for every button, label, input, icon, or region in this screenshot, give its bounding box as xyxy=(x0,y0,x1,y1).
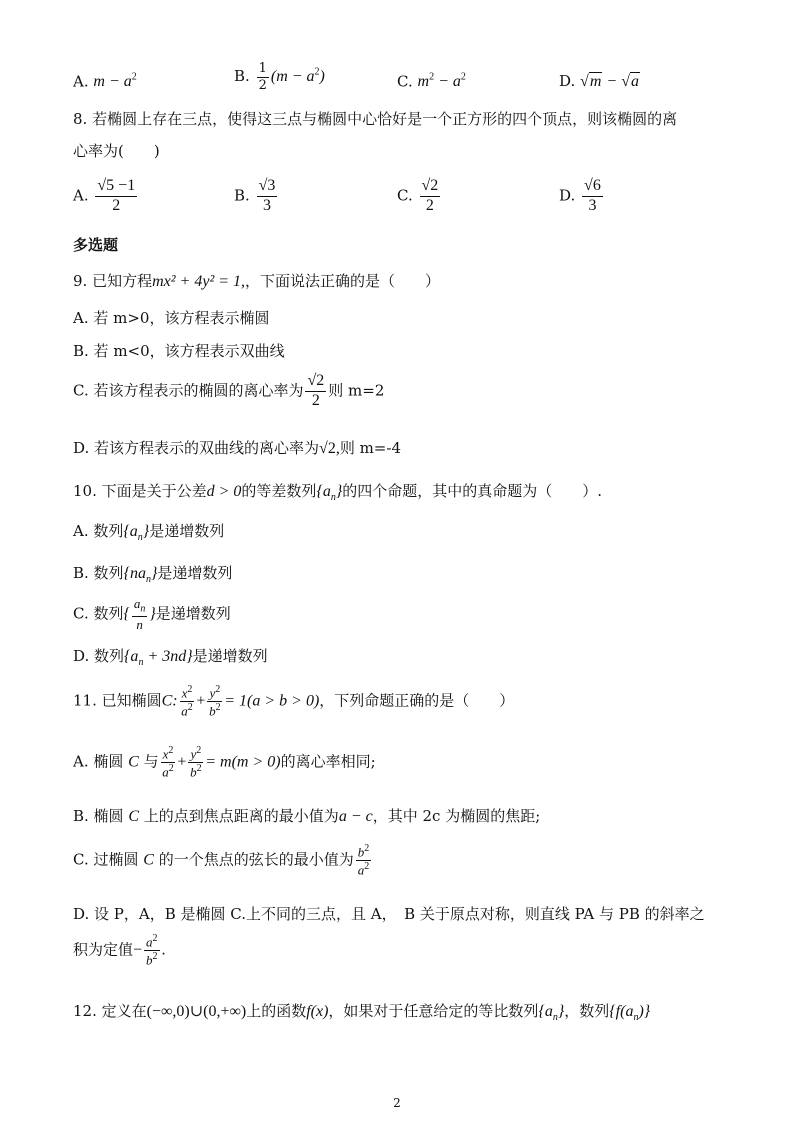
q12-stem: 12. 定义在(−∞,0)∪(0,+∞)上的函数f(x)，如果对于任意给定的等比数列$\{a_n\}$，数列$\{f(a_n)\}$ xyxy=(73,1002,651,1024)
q8-stem-line2: 心率为( ) xyxy=(73,142,160,160)
q11-option-b: B. 椭圆 C 上的点到焦点距离的最小值为a − c，其中 2c 为椭圆的焦距; xyxy=(73,807,541,825)
q10-option-b: B. 数列$\{na_n\}$是递增数列 xyxy=(73,564,233,586)
q10-option-d: D. 数列$\{a_n + 3nd\}$是递增数列 xyxy=(73,647,268,669)
math-expr: mx² + 4y² = 1, xyxy=(152,273,246,290)
q7-option-a xyxy=(73,72,137,91)
option-label: D. xyxy=(559,72,576,90)
q10-option-a: A. 数列$\{a_n\}$是递增数列 xyxy=(73,522,225,544)
page-number: 2 xyxy=(393,1096,401,1110)
q10-option-c: C. 数列{ $\frac{a_n}{n}$ }是递增数列 xyxy=(73,596,231,633)
math-expr: $\{a_n + 3nd\}$ xyxy=(124,648,193,669)
math-expr: √m − √a xyxy=(580,73,639,90)
section-heading: 多选题 xyxy=(73,236,119,254)
q9-option-d: D. 若该方程表示的双曲线的离心率为√2,则 m=-4 xyxy=(73,439,401,457)
math-expr: $\{a_n\}$ xyxy=(123,523,150,544)
math-expr: $\{a_n\}$ xyxy=(538,1003,565,1024)
fraction: $\frac{√6}{3}$ xyxy=(584,177,601,214)
q8-stem-line1: 8. 若椭圆上存在三点，使得这三点与椭圆中心恰好是一个正方形的四个顶点，则该椭圆的离 xyxy=(73,110,678,128)
option-label: D. xyxy=(559,186,576,205)
fraction: $\frac{√2}{2}$ xyxy=(421,177,439,214)
q8-option-d xyxy=(559,178,605,215)
q8-option-a xyxy=(73,178,139,215)
math-expr: f(x) xyxy=(306,1003,329,1020)
option-label: A. xyxy=(73,186,89,205)
fraction: $\frac{√3}{3}$ xyxy=(258,177,276,214)
math-expr: $\{f(a_n)\}$ xyxy=(609,1003,651,1024)
option-label: A. xyxy=(73,72,89,91)
q11-option-d-line1: D. 设 P，A，B 是椭圆 C.上不同的三点，且 A， B 关于原点对称，则直线 PA 与 PB 的斜率之 xyxy=(73,905,705,923)
math-expr: $\{a_n\}$ xyxy=(316,483,343,504)
q8-option-b xyxy=(234,178,279,215)
q11-option-a: A. 椭圆 C 与 $\frac{x^2}{a^2}$ + $\frac{y^2}{b^2}$ = m(m > 0)的离心率相同; xyxy=(73,745,376,780)
math-expr: $(m - a^2)$ xyxy=(270,66,325,86)
q11-stem: 11. 已知椭圆C: $\frac{x^2}{a^2}$ + $\frac{y^2}{b^2}$ = 1(a > b > 0)，下列命题正确的是（ ） xyxy=(73,684,515,719)
math-expr: √2, xyxy=(319,440,340,457)
fraction: $\frac{√2}{2}$ xyxy=(307,372,325,409)
math-expr: $m - a^2$ xyxy=(93,72,137,91)
q11-option-d-line2: 积为定值− $\frac{a^2}{b^2}$ . xyxy=(73,933,166,968)
fraction: $\frac{a_n}{n}$ xyxy=(133,596,146,633)
q9-stem: 9. 已知方程mx² + 4y² = 1,，下面说法正确的是（ ） xyxy=(73,272,441,290)
math-expr: $m^2 - a^2$ xyxy=(417,72,466,91)
q7-option-c xyxy=(397,72,466,91)
math-expr: $\{na_n\}$ xyxy=(123,565,158,586)
q9-option-a: A. 若 m>0，该方程表示椭圆 xyxy=(73,309,270,327)
q9-option-c: C. 若该方程表示的椭圆的离心率为 $\frac{√2}{2}$ 则 m=2 xyxy=(73,372,385,409)
option-label: B. xyxy=(234,67,250,86)
fraction: $\frac{√5 -1}{2}$ xyxy=(97,177,136,214)
q7-option-d xyxy=(559,72,640,91)
q7-option-b xyxy=(234,62,325,92)
math-expr: (−∞,0)∪(0,+∞) xyxy=(146,1003,247,1020)
q9-option-b: B. 若 m<0，该方程表示双曲线 xyxy=(73,342,285,360)
fraction: $\frac{1}{2}$ xyxy=(258,61,267,93)
option-label: C. xyxy=(397,186,413,205)
q8-option-c xyxy=(397,178,442,215)
q10-stem: 10. 下面是关于公差d > 0的等差数列$\{a_n\}$的四个命题，其中的真命题为（ ）. xyxy=(73,482,603,504)
option-label: B. xyxy=(234,186,250,205)
option-label: C. xyxy=(397,72,413,91)
q11-option-c: C. 过椭圆 C 的一个焦点的弦长的最小值为 $\frac{b^2}{a^2}$ xyxy=(73,843,370,878)
math-expr: d > 0 xyxy=(206,483,242,500)
